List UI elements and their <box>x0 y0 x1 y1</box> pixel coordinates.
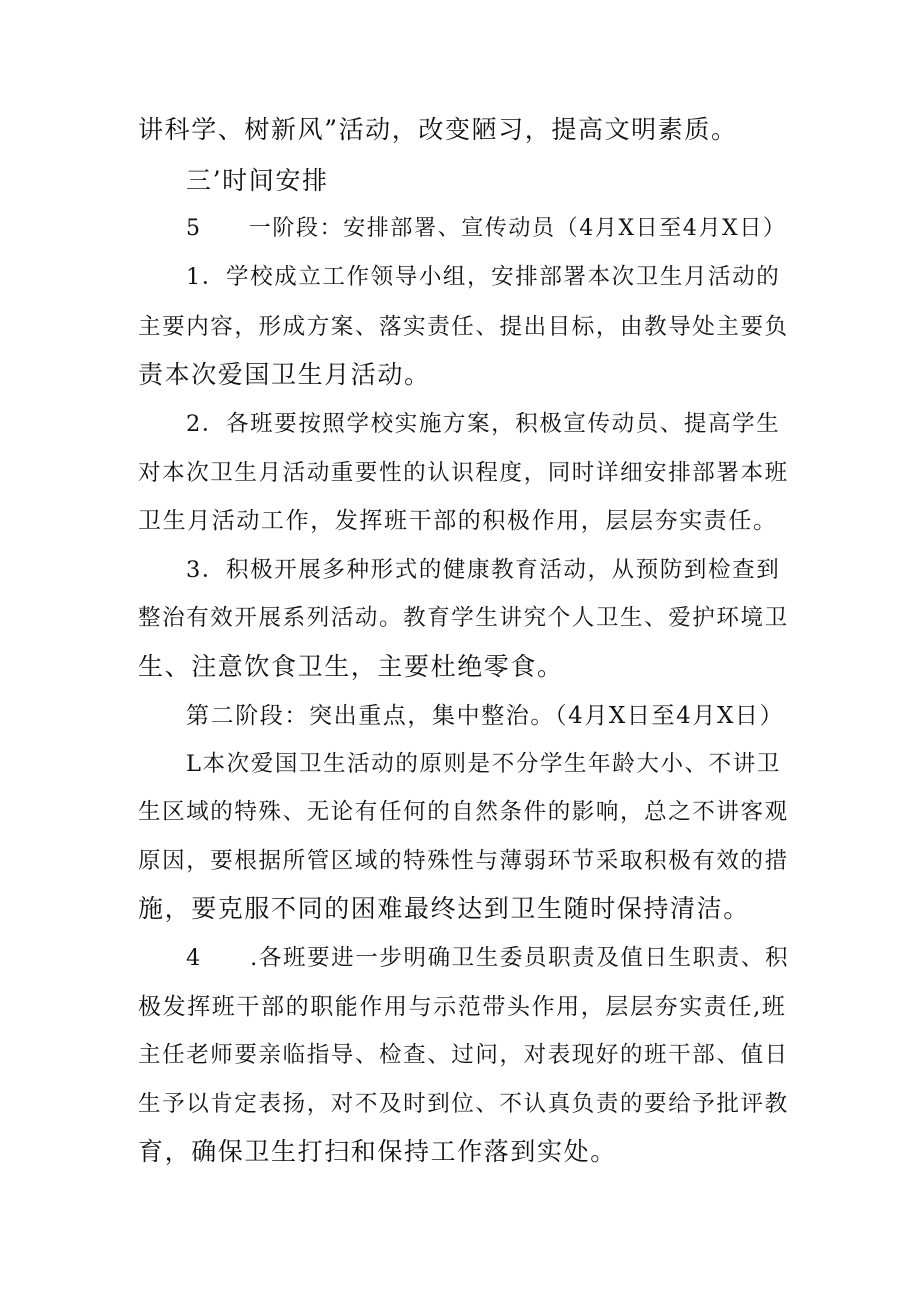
paragraph-line: 施，要克服不同的困难最终达到卫生随时保持清洁。 <box>138 894 750 923</box>
paragraph-line: 责本次爱国卫生月活动。 <box>138 360 431 389</box>
paragraph-line: 3．积极开展多种形式的健康教育活动，从预防到检查到 <box>186 557 781 583</box>
paragraph-line: 卫生月活动工作，发挥班干部的积极作用，层层夯实责任。 <box>138 508 778 534</box>
phase-heading: 5 一阶段：安排部署、宣传动员（4月X日至4月X日） <box>186 216 787 241</box>
paragraph-line: 主要内容，形成方案、落实责任、提出目标，由教导处主要负 <box>138 314 789 340</box>
paragraph-line: 2．各班要按照学校实施方案，积极宣传动员、提高学生 <box>186 411 781 437</box>
paragraph-line: 4 .各班要进一步明确卫生委员职责及值日生职责、积 <box>186 945 790 971</box>
paragraph-line: 育，确保卫生打扫和保持工作落到实处。 <box>138 1137 617 1166</box>
section-heading: 三’时间安排 <box>186 166 329 195</box>
paragraph-line: 1．学校成立工作领导小组，安排部署本次卫生月活动的 <box>186 264 781 290</box>
paragraph-line: 整治有效开展系列活动。教育学生讲究个人卫生、爱护环境卫 <box>138 605 789 631</box>
paragraph-line: 生、注意饮食卫生，主要杜绝零食。 <box>138 652 564 681</box>
paragraph-line: L本次爱国卫生活动的原则是不分学生年龄大小、不讲卫 <box>186 751 781 777</box>
paragraph-line: 对本次卫生月活动重要性的认识程度，同时详细安排部署本班 <box>138 460 789 486</box>
paragraph-line: 生予以肯定表扬，对不及时到位、不认真负责的要给予批评教 <box>138 1091 789 1117</box>
paragraph-line: 生区域的特殊、无论有任何的自然条件的影响，总之不讲客观 <box>138 799 789 825</box>
paragraph-line: 主任老师要亲临指导、检查、过问，对表现好的班干部、值日 <box>138 1042 789 1068</box>
paragraph-line: 原因，要根据所管区域的特殊性与薄弱环节采取积极有效的措 <box>138 848 789 874</box>
paragraph-line: 讲科学、树新风”活动，改变陋习，提高文明素质。 <box>138 115 738 144</box>
phase-heading: 第二阶段：突出重点，集中整治。（4月X日至4月X日） <box>186 703 785 729</box>
paragraph-line: 极发挥班干部的职能作用与示范带头作用，层层夯实责任,班 <box>138 994 787 1020</box>
